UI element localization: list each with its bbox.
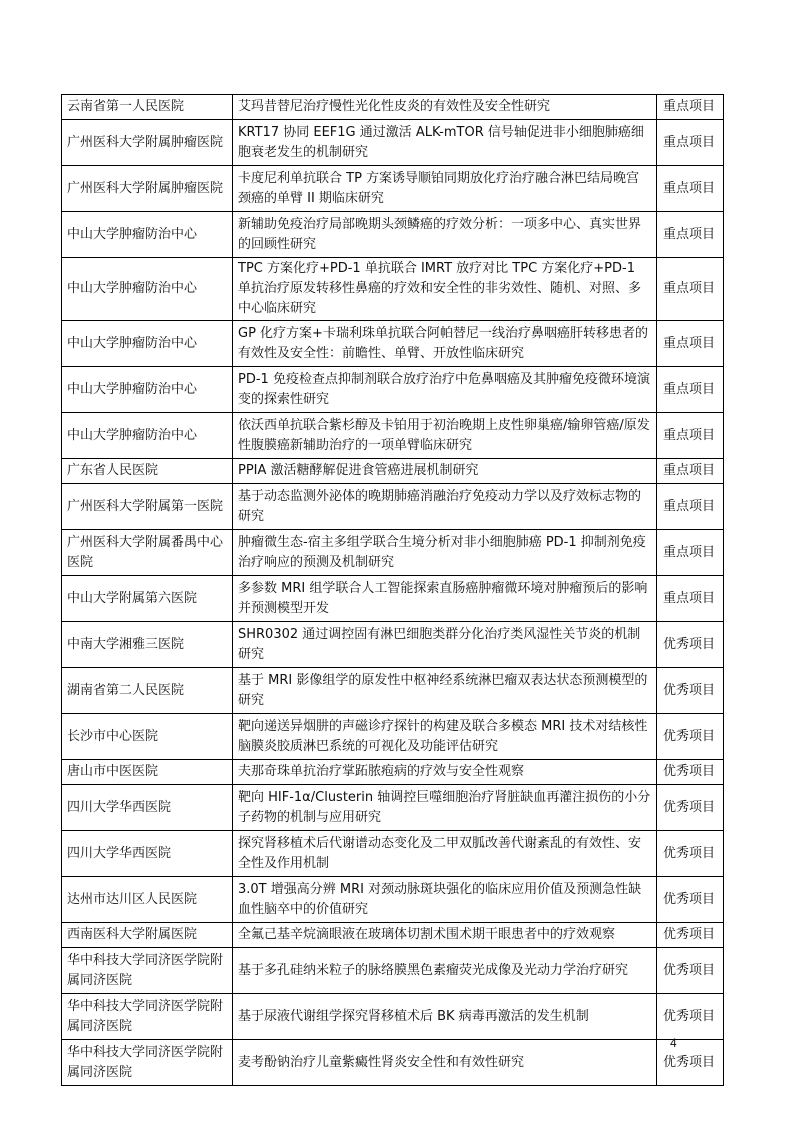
project-level-cell: 重点项目 bbox=[657, 459, 724, 484]
institution-cell: 唐山市中医医院 bbox=[62, 760, 233, 785]
project-title-cell: KRT17 协同 EEF1G 通过激活 ALK-mTOR 信号轴促进非小细胞肺癌细胞衰老发生的机制研究 bbox=[233, 120, 657, 166]
project-level-cell: 优秀项目 bbox=[657, 714, 724, 760]
project-level-cell: 重点项目 bbox=[657, 166, 724, 212]
table-row bbox=[62, 714, 724, 760]
table-row bbox=[62, 668, 724, 714]
project-title-cell: 基于动态监测外泌体的晚期肺癌消融治疗免疫动力学以及疗效标志物的研究 bbox=[233, 484, 657, 530]
table-row bbox=[62, 367, 724, 413]
project-level-cell: 优秀项目 bbox=[657, 831, 724, 877]
institution-cell: 华中科技大学同济医学院附属同济医院 bbox=[62, 948, 233, 994]
project-title-cell: 基于多孔硅纳米粒子的脉络膜黑色素瘤荧光成像及光动力学治疗研究 bbox=[233, 948, 657, 994]
project-title-cell: 靶向 HIF-1α/Clusterin 轴调控巨噬细胞治疗肾脏缺血再灌注损伤的小分子药物的机制与应用研究 bbox=[233, 785, 657, 831]
project-title-cell: 新辅助免疫治疗局部晚期头颈鳞癌的疗效分析：一项多中心、真实世界的回顾性研究 bbox=[233, 212, 657, 258]
table-row bbox=[62, 948, 724, 994]
project-level-cell: 重点项目 bbox=[657, 95, 724, 120]
institution-cell: 四川大学华西医院 bbox=[62, 785, 233, 831]
project-table-body bbox=[62, 95, 724, 1086]
project-title-cell: GP 化疗方案+卡瑞利珠单抗联合阿帕替尼一线治疗鼻咽癌肝转移患者的有效性及安全性：前瞻性、单臂、开放性临床研究 bbox=[233, 321, 657, 367]
project-level-cell: 优秀项目 bbox=[657, 877, 724, 923]
institution-cell: 中山大学肿瘤防治中心 bbox=[62, 212, 233, 258]
institution-cell: 广州医科大学附属肿瘤医院 bbox=[62, 120, 233, 166]
project-level-cell: 重点项目 bbox=[657, 258, 724, 321]
project-title-cell: 靶向递送异烟肼的声磁诊疗探针的构建及联合多模态 MRI 技术对结核性脑膜炎胶质淋巴系统的可视化及功能评估研究 bbox=[233, 714, 657, 760]
table-row bbox=[62, 576, 724, 622]
project-title-cell: PD-1 免疫检查点抑制剂联合放疗治疗中危鼻咽癌及其肿瘤免疫微环境演变的探索性研究 bbox=[233, 367, 657, 413]
project-title-cell: 夫那奇珠单抗治疗掌跖脓疱病的疗效与安全性观察 bbox=[233, 760, 657, 785]
institution-cell: 中南大学湘雅三医院 bbox=[62, 622, 233, 668]
project-title-cell: SHR0302 通过调控固有淋巴细胞类群分化治疗类风湿性关节炎的机制研究 bbox=[233, 622, 657, 668]
institution-cell: 中山大学肿瘤防治中心 bbox=[62, 321, 233, 367]
project-level-cell: 重点项目 bbox=[657, 321, 724, 367]
institution-cell: 西南医科大学附属医院 bbox=[62, 923, 233, 948]
project-title-cell: 依沃西单抗联合紫杉醇及卡铂用于初治晚期上皮性卵巢癌/输卵管癌/原发性腹膜癌新辅助治疗的一项单臂临床研究 bbox=[233, 413, 657, 459]
table-row bbox=[62, 321, 724, 367]
project-title-cell: PPIA 激活糖酵解促进食管癌进展机制研究 bbox=[233, 459, 657, 484]
institution-cell: 中山大学肿瘤防治中心 bbox=[62, 413, 233, 459]
project-title-cell: TPC 方案化疗+PD-1 单抗联合 IMRT 放疗对比 TPC 方案化疗+PD-1 单抗治疗原发转移性鼻癌的疗效和安全性的非劣效性、随机、对照、多中心临床研究 bbox=[233, 258, 657, 321]
project-title-cell: 基于尿液代谢组学探究肾移植术后 BK 病毒再激活的发生机制 bbox=[233, 994, 657, 1040]
table-row bbox=[62, 120, 724, 166]
institution-cell: 长沙市中心医院 bbox=[62, 714, 233, 760]
project-level-cell: 优秀项目 bbox=[657, 622, 724, 668]
project-level-cell: 优秀项目 bbox=[657, 760, 724, 785]
institution-cell: 中山大学肿瘤防治中心 bbox=[62, 367, 233, 413]
institution-cell: 达州市达川区人民医院 bbox=[62, 877, 233, 923]
project-level-cell: 重点项目 bbox=[657, 576, 724, 622]
table-row bbox=[62, 994, 724, 1040]
table-row bbox=[62, 923, 724, 948]
project-level-cell: 重点项目 bbox=[657, 120, 724, 166]
institution-cell: 云南省第一人民医院 bbox=[62, 95, 233, 120]
institution-cell: 广州医科大学附属肿瘤医院 bbox=[62, 166, 233, 212]
table-row bbox=[62, 95, 724, 120]
table-row bbox=[62, 760, 724, 785]
project-level-cell: 重点项目 bbox=[657, 413, 724, 459]
project-level-cell: 优秀项目 bbox=[657, 948, 724, 994]
table-row bbox=[62, 258, 724, 321]
institution-cell: 中山大学附属第六医院 bbox=[62, 576, 233, 622]
institution-cell: 广州医科大学附属番禺中心医院 bbox=[62, 530, 233, 576]
project-level-cell: 优秀项目 bbox=[657, 994, 724, 1040]
project-title-cell: 肿瘤微生态-宿主多组学联合生境分析对非小细胞肺癌 PD-1 抑制剂免疫治疗响应的预测及机制研究 bbox=[233, 530, 657, 576]
table-row bbox=[62, 785, 724, 831]
institution-cell: 广州医科大学附属第一医院 bbox=[62, 484, 233, 530]
table-row bbox=[62, 1040, 724, 1086]
institution-cell: 四川大学华西医院 bbox=[62, 831, 233, 877]
table-row bbox=[62, 831, 724, 877]
project-level-cell: 优秀项目 bbox=[657, 1040, 724, 1086]
institution-cell: 湖南省第二人民医院 bbox=[62, 668, 233, 714]
institution-cell: 中山大学肿瘤防治中心 bbox=[62, 258, 233, 321]
institution-cell: 华中科技大学同济医学院附属同济医院 bbox=[62, 994, 233, 1040]
table-row bbox=[62, 530, 724, 576]
project-level-cell: 重点项目 bbox=[657, 212, 724, 258]
project-level-cell: 优秀项目 bbox=[657, 785, 724, 831]
project-level-cell: 重点项目 bbox=[657, 367, 724, 413]
institution-cell: 广东省人民医院 bbox=[62, 459, 233, 484]
project-title-cell: 麦考酚钠治疗儿童紫癜性肾炎安全性和有效性研究 bbox=[233, 1040, 657, 1086]
table-row bbox=[62, 484, 724, 530]
project-title-cell: 多参数 MRI 组学联合人工智能探索直肠癌肿瘤微环境对肿瘤预后的影响并预测模型开发 bbox=[233, 576, 657, 622]
institution-cell: 华中科技大学同济医学院附属同济医院 bbox=[62, 1040, 233, 1086]
project-title-cell: 3.0T 增强高分辨 MRI 对颈动脉斑块强化的临床应用价值及预测急性缺血性脑卒中的价值研究 bbox=[233, 877, 657, 923]
project-level-cell: 优秀项目 bbox=[657, 923, 724, 948]
page-number: 4 bbox=[670, 1036, 677, 1050]
project-level-cell: 优秀项目 bbox=[657, 668, 724, 714]
project-title-cell: 艾玛昔替尼治疗慢性光化性皮炎的有效性及安全性研究 bbox=[233, 95, 657, 120]
project-level-cell: 重点项目 bbox=[657, 484, 724, 530]
table-row bbox=[62, 877, 724, 923]
project-table bbox=[61, 94, 724, 1086]
table-row bbox=[62, 212, 724, 258]
table-row bbox=[62, 166, 724, 212]
table-row bbox=[62, 622, 724, 668]
table-row bbox=[62, 413, 724, 459]
project-level-cell: 重点项目 bbox=[657, 530, 724, 576]
project-title-cell: 基于 MRI 影像组学的原发性中枢神经系统淋巴瘤双表达状态预测模型的研究 bbox=[233, 668, 657, 714]
table-row bbox=[62, 459, 724, 484]
project-title-cell: 卡度尼利单抗联合 TP 方案诱导顺铂同期放化疗治疗融合淋巴结局晚宫颈癌的单臂 II 期临床研究 bbox=[233, 166, 657, 212]
project-title-cell: 全氟己基辛烷滴眼液在玻璃体切割术围术期干眼患者中的疗效观察 bbox=[233, 923, 657, 948]
project-title-cell: 探究肾移植术后代谢谱动态变化及二甲双胍改善代谢紊乱的有效性、安全性及作用机制 bbox=[233, 831, 657, 877]
